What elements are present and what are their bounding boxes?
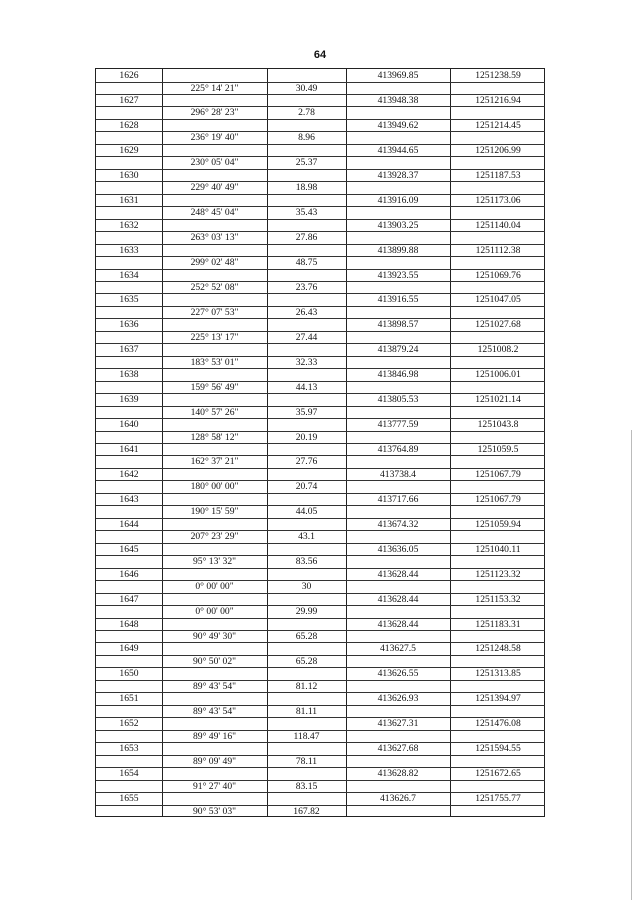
bearing: 229° 40' 49" [190, 182, 239, 194]
x-coordinate: 413674.32 [377, 518, 419, 530]
point-id: 1627 [119, 94, 139, 106]
y-coordinate: 1251476.08 [475, 718, 521, 730]
y-coordinate: 1251059.94 [475, 518, 521, 530]
y-coordinate: 1251047.05 [475, 294, 521, 306]
distance: 35.43 [295, 207, 318, 219]
point-id: 1653 [119, 743, 139, 755]
distance: 43.1 [298, 531, 315, 543]
distance: 32.33 [295, 356, 318, 368]
x-coordinate: 413628.44 [377, 618, 419, 630]
bearing: 180° 00' 00" [190, 481, 239, 493]
distance: 30 [301, 581, 312, 593]
y-coordinate: 1251040.11 [475, 543, 521, 555]
distance: 27.76 [295, 456, 318, 468]
bearing: 236° 19' 40" [190, 132, 239, 144]
x-coordinate: 413898.57 [377, 319, 419, 331]
x-coordinate: 413916.55 [377, 294, 419, 306]
distance: 167.82 [293, 805, 320, 817]
bearing: 89° 49' 16" [192, 730, 237, 742]
x-coordinate: 413949.62 [377, 119, 419, 131]
scan-edge-mark [631, 430, 632, 900]
y-coordinate: 1251027.68 [475, 319, 521, 331]
x-coordinate: 413627.68 [377, 743, 419, 755]
point-id: 1646 [119, 568, 139, 580]
bearing: 183° 53' 01" [190, 356, 239, 368]
point-id: 1633 [119, 244, 139, 256]
distance: 18.98 [295, 182, 318, 194]
bearing: 90° 53' 03" [192, 805, 237, 817]
distance: 20.19 [295, 431, 318, 443]
point-id: 1626 [119, 70, 139, 81]
point-id: 1631 [119, 194, 139, 206]
point-id: 1641 [119, 444, 139, 455]
distance: 35.97 [295, 406, 318, 418]
y-coordinate: 1251183.31 [475, 618, 521, 630]
coordinate-table [95, 68, 545, 817]
y-coordinate: 1251067.79 [475, 493, 521, 505]
distance: 65.28 [295, 655, 318, 667]
point-id: 1637 [119, 344, 139, 356]
distance: 81.11 [295, 705, 318, 717]
bearing: 89° 09' 49" [192, 755, 237, 767]
distance: 25.37 [295, 157, 318, 169]
x-coordinate: 413627.5 [380, 643, 416, 655]
bearing: 230° 05' 04" [190, 157, 239, 169]
point-id: 1628 [119, 119, 139, 131]
bearing: 89° 43' 54" [192, 680, 237, 692]
bearing: 263° 03' 13" [190, 232, 239, 244]
x-coordinate: 413738.4 [380, 468, 416, 480]
x-coordinate: 413764.89 [377, 444, 419, 455]
point-id: 1636 [119, 319, 139, 331]
point-id: 1647 [119, 593, 139, 605]
bearing: 95° 13' 32" [192, 556, 237, 568]
y-coordinate: 1251594.55 [475, 743, 521, 755]
bearing: 0° 00' 00" [195, 606, 234, 617]
bearing: 89° 43' 54" [192, 705, 237, 717]
x-coordinate: 413923.55 [377, 269, 419, 281]
x-coordinate: 413903.25 [377, 219, 419, 231]
bearing: 207° 23' 29" [190, 531, 239, 543]
bearing: 159° 56' 49" [190, 381, 239, 393]
distance: 48.75 [295, 257, 318, 268]
x-coordinate: 413628.44 [377, 593, 419, 605]
bearing: 299° 02' 48" [190, 257, 239, 268]
y-coordinate: 1251248.58 [475, 643, 521, 655]
bearing: 162° 37' 21" [190, 456, 239, 468]
point-id: 1645 [119, 543, 139, 555]
x-coordinate: 413717.66 [377, 493, 419, 505]
x-coordinate: 413916.09 [377, 194, 419, 206]
x-coordinate: 413948.38 [377, 94, 419, 106]
x-coordinate: 413879.24 [377, 344, 419, 356]
x-coordinate: 413846.98 [377, 369, 419, 381]
y-coordinate: 1251173.06 [475, 194, 521, 206]
x-coordinate: 413969.85 [377, 70, 419, 81]
point-id: 1644 [119, 518, 139, 530]
bearing: 0° 00' 00" [195, 581, 234, 593]
point-id: 1651 [119, 693, 139, 705]
y-coordinate: 1251021.14 [475, 394, 521, 406]
x-coordinate: 413627.31 [377, 718, 419, 730]
bearing: 140° 57' 26" [190, 406, 239, 418]
distance: 2.78 [298, 107, 315, 119]
y-coordinate: 1251069.76 [475, 269, 521, 281]
point-id: 1632 [119, 219, 139, 231]
bearing: 91° 27' 40" [192, 780, 237, 792]
point-id: 1655 [119, 793, 139, 804]
x-coordinate: 413928.37 [377, 169, 419, 181]
page-number: 64 [313, 49, 327, 61]
distance: 8.96 [298, 132, 315, 144]
y-coordinate: 1251238.59 [475, 70, 521, 81]
bearing: 296° 28' 23" [190, 107, 239, 119]
x-coordinate: 413899.88 [377, 244, 419, 256]
x-coordinate: 413626.93 [377, 693, 419, 705]
point-id: 1634 [119, 269, 139, 281]
point-id: 1639 [119, 394, 139, 406]
bearing: 90° 50' 02" [192, 655, 237, 667]
x-coordinate: 413805.53 [377, 394, 419, 406]
y-coordinate: 1251153.32 [475, 593, 521, 605]
distance: 78.11 [295, 755, 318, 767]
point-id: 1650 [119, 668, 139, 680]
point-id: 1638 [119, 369, 139, 381]
bearing: 248° 45' 04" [190, 207, 239, 219]
x-coordinate: 413626.7 [380, 793, 416, 804]
y-coordinate: 1251043.8 [477, 419, 519, 430]
y-coordinate: 1251394.97 [475, 693, 521, 705]
distance: 20.74 [295, 481, 318, 493]
x-coordinate: 413626.55 [377, 668, 419, 680]
x-coordinate: 413777.59 [377, 419, 419, 430]
bearing: 190° 15' 59" [190, 506, 239, 518]
bearing: 90° 49' 30" [192, 631, 237, 642]
y-coordinate: 1251140.04 [475, 219, 521, 231]
distance: 26.43 [295, 306, 318, 318]
bearing: 252° 52' 08" [190, 281, 239, 293]
bearing: 227° 07' 53" [190, 306, 239, 318]
distance: 83.56 [295, 556, 318, 568]
point-id: 1654 [119, 768, 139, 780]
y-coordinate: 1251216.94 [475, 94, 521, 106]
y-coordinate: 1251112.38 [475, 244, 521, 256]
y-coordinate: 1251067.79 [475, 468, 521, 480]
point-id: 1648 [119, 618, 139, 630]
y-coordinate: 1251206.99 [475, 144, 521, 156]
point-id: 1649 [119, 643, 139, 655]
distance: 81.12 [295, 680, 318, 692]
point-id: 1643 [119, 493, 139, 505]
point-id: 1630 [119, 169, 139, 181]
distance: 44.13 [295, 381, 318, 393]
y-coordinate: 1251755.77 [475, 793, 521, 804]
bearing: 225° 14' 21" [190, 82, 239, 94]
x-coordinate: 413636.05 [377, 543, 419, 555]
point-id: 1640 [119, 419, 139, 430]
distance: 27.86 [295, 232, 318, 244]
x-coordinate: 413628.82 [377, 768, 419, 780]
point-id: 1652 [119, 718, 139, 730]
y-coordinate: 1251059.5 [477, 444, 519, 455]
distance: 30.49 [295, 82, 318, 94]
point-id: 1642 [119, 468, 139, 480]
distance: 44.05 [295, 506, 318, 518]
distance: 27.44 [295, 331, 318, 343]
x-coordinate: 413628.44 [377, 568, 419, 580]
distance: 118.47 [293, 730, 320, 742]
y-coordinate: 1251187.53 [475, 169, 521, 181]
point-id: 1629 [119, 144, 139, 156]
y-coordinate: 1251008.2 [477, 344, 519, 356]
bearing: 128° 58' 12" [190, 431, 239, 443]
y-coordinate: 1251123.32 [475, 568, 521, 580]
distance: 65.28 [295, 631, 318, 642]
point-id: 1635 [119, 294, 139, 306]
bearing: 225° 13' 17" [190, 331, 239, 343]
distance: 83.15 [295, 780, 318, 792]
distance: 23.76 [295, 281, 318, 293]
y-coordinate: 1251313.85 [475, 668, 521, 680]
distance: 29.99 [295, 606, 318, 617]
y-coordinate: 1251214.45 [475, 119, 521, 131]
x-coordinate: 413944.65 [377, 144, 419, 156]
y-coordinate: 1251006.01 [475, 369, 521, 381]
y-coordinate: 1251672.65 [475, 768, 521, 780]
